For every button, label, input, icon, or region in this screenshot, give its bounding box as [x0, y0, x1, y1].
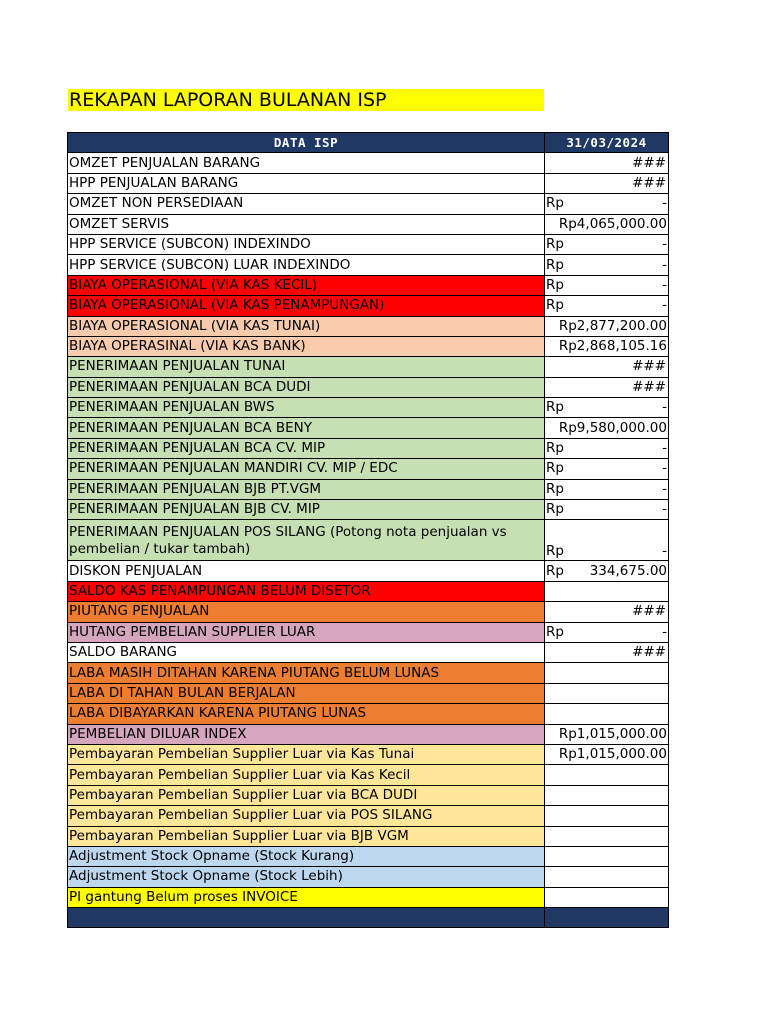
row-value-cell[interactable] [545, 724, 669, 744]
row-value-cell[interactable] [545, 296, 669, 316]
overflow-value: ### [632, 603, 666, 620]
table-row [68, 765, 669, 785]
currency-prefix: Rp [546, 480, 564, 497]
currency-prefix: Rp [546, 256, 564, 273]
table-row [68, 214, 669, 234]
row-value-cell[interactable] [545, 418, 669, 438]
currency-prefix: Rp [546, 460, 564, 477]
table-row [68, 561, 669, 581]
row-label-cell[interactable]: PENERIMAAN PENJUALAN BCA CV. MIP [68, 438, 545, 458]
table-row [68, 785, 669, 805]
overflow-value: ### [632, 358, 666, 375]
table-row [68, 663, 669, 683]
amount-value: - [662, 297, 667, 314]
overflow-value: ### [632, 378, 666, 395]
footer-cell-left[interactable] [68, 908, 545, 928]
row-label-cell[interactable]: PENERIMAAN PENJUALAN BCA BENY [68, 418, 545, 438]
row-label-cell[interactable]: SALDO KAS PENAMPUNGAN BELUM DISETOR [68, 581, 545, 601]
table-row [68, 316, 669, 336]
row-value-cell[interactable] [545, 398, 669, 418]
row-label-cell[interactable]: DISKON PENJUALAN [68, 561, 545, 581]
row-label-cell[interactable]: PENERIMAAN PENJUALAN POS SILANG (Potong nota penjualan vs pembelian / tukar tambah) [68, 520, 545, 561]
table-row [68, 459, 669, 479]
footer-cell-right[interactable] [545, 908, 669, 928]
amount-value: - [662, 501, 667, 518]
table-row [68, 173, 669, 193]
row-value-cell[interactable] [545, 275, 669, 295]
row-value-cell[interactable] [545, 806, 669, 826]
row-label-cell[interactable]: HPP SERVICE (SUBCON) LUAR INDEXINDO [68, 255, 545, 275]
currency-prefix: Rp [546, 399, 564, 416]
row-label-cell[interactable]: BIAYA OPERASINAL (VIA KAS BANK) [68, 336, 545, 356]
header-label-cell[interactable]: DATA ISP [68, 133, 545, 153]
table-row [68, 438, 669, 458]
row-label-cell[interactable]: LABA MASIH DITAHAN KARENA PIUTANG BELUM LUNAS [68, 663, 545, 683]
row-value-cell[interactable] [545, 887, 669, 907]
row-label-cell[interactable]: Adjustment Stock Opname (Stock Lebih) [68, 867, 545, 887]
row-label-cell[interactable]: PIUTANG PENJUALAN [68, 602, 545, 622]
table-row [68, 806, 669, 826]
row-value-cell[interactable] [545, 642, 669, 662]
row-value-cell[interactable] [545, 561, 669, 581]
table-row [68, 479, 669, 499]
table-row [68, 744, 669, 764]
row-value-cell[interactable] [545, 234, 669, 254]
row-label-cell[interactable]: PI gantung Belum proses INVOICE [68, 887, 545, 907]
row-value-cell[interactable] [545, 357, 669, 377]
amount-value: - [662, 195, 667, 212]
table-row [68, 194, 669, 214]
currency-prefix: Rp [546, 501, 564, 518]
currency-prefix: Rp [546, 195, 564, 212]
report-title: REKAPAN LAPORAN BULANAN ISP [68, 89, 544, 111]
header-row [68, 133, 669, 153]
table-row [68, 520, 669, 561]
currency-prefix: Rp [546, 276, 564, 293]
table-row [68, 704, 669, 724]
table-row [68, 683, 669, 703]
amount-value: - [662, 440, 667, 457]
table-row [68, 296, 669, 316]
currency-prefix: Rp [546, 562, 564, 579]
row-label-cell[interactable]: PENERIMAAN PENJUALAN MANDIRI CV. MIP / EDC [68, 459, 545, 479]
row-label-cell[interactable]: HPP PENJUALAN BARANG [68, 173, 545, 193]
amount-value: - [662, 399, 667, 416]
row-label-cell[interactable]: BIAYA OPERASIONAL (VIA KAS KECIL) [68, 275, 545, 295]
table-row [68, 275, 669, 295]
currency-prefix: Rp [546, 236, 564, 253]
amount-value: - [662, 236, 667, 253]
table-row [68, 377, 669, 397]
row-value-cell[interactable] [545, 826, 669, 846]
table-row [68, 887, 669, 907]
table-row [68, 622, 669, 642]
report-rows [68, 153, 669, 908]
row-value-cell[interactable] [545, 173, 669, 193]
row-label-cell[interactable]: Pembayaran Pembelian Supplier Luar via BJB VGM [68, 826, 545, 846]
table-row [68, 642, 669, 662]
row-label-cell[interactable]: PENERIMAAN PENJUALAN TUNAI [68, 357, 545, 377]
row-label-cell[interactable]: OMZET NON PERSEDIAAN [68, 194, 545, 214]
row-label-cell[interactable]: BIAYA OPERASIONAL (VIA KAS PENAMPUNGAN) [68, 296, 545, 316]
row-value-cell[interactable] [545, 785, 669, 805]
amount-value: - [662, 276, 667, 293]
row-value-cell[interactable] [545, 316, 669, 336]
currency-prefix: Rp [546, 297, 564, 314]
table-row [68, 846, 669, 866]
table-row [68, 153, 669, 173]
row-value-cell[interactable] [545, 683, 669, 703]
row-value-cell[interactable] [545, 459, 669, 479]
table-row [68, 826, 669, 846]
currency-prefix: Rp [546, 623, 564, 640]
row-label-cell[interactable]: SALDO BARANG [68, 642, 545, 662]
amount-value: - [662, 460, 667, 477]
row-value-cell[interactable] [545, 500, 669, 520]
row-value-cell[interactable] [545, 744, 669, 764]
amount-value: Rp9,580,000.00 [558, 419, 667, 436]
row-label-cell[interactable]: PENERIMAAN PENJUALAN BCA DUDI [68, 377, 545, 397]
row-label-cell[interactable]: Pembayaran Pembelian Supplier Luar via Kas Tunai [68, 744, 545, 764]
currency-prefix: Rp [546, 543, 564, 560]
row-label-cell[interactable]: HPP SERVICE (SUBCON) INDEXINDO [68, 234, 545, 254]
table-row [68, 234, 669, 254]
table-row [68, 398, 669, 418]
table-row [68, 602, 669, 622]
row-label-cell[interactable]: LABA DI TAHAN BULAN BERJALAN [68, 683, 545, 703]
table-row [68, 255, 669, 275]
amount-value: - [662, 480, 667, 497]
row-value-cell[interactable] [545, 479, 669, 499]
header-date-cell[interactable]: 31/03/2024 [545, 133, 669, 153]
row-label-cell[interactable]: PENERIMAAN PENJUALAN BJB CV. MIP [68, 500, 545, 520]
row-label-cell[interactable]: OMZET SERVIS [68, 214, 545, 234]
row-value-cell[interactable] [545, 581, 669, 601]
row-value-cell[interactable] [545, 255, 669, 275]
amount-value: Rp1,015,000.00 [558, 725, 667, 742]
row-value-cell[interactable] [545, 867, 669, 887]
row-label-cell[interactable]: Pembayaran Pembelian Supplier Luar via BCA DUDI [68, 785, 545, 805]
table-row [68, 357, 669, 377]
row-label-cell[interactable]: PEMBELIAN DILUAR INDEX [68, 724, 545, 744]
report-table [67, 132, 669, 928]
amount-value: Rp2,868,105.16 [558, 338, 667, 355]
table-row [68, 500, 669, 520]
table-row [68, 418, 669, 438]
row-label-cell[interactable]: OMZET PENJUALAN BARANG [68, 153, 545, 173]
table-row [68, 724, 669, 744]
row-label-cell[interactable]: BIAYA OPERASIONAL (VIA KAS TUNAI) [68, 316, 545, 336]
row-label-cell[interactable]: Adjustment Stock Opname (Stock Kurang) [68, 846, 545, 866]
amount-value: Rp2,877,200.00 [558, 317, 667, 334]
table-row [68, 581, 669, 601]
row-value-cell[interactable] [545, 520, 669, 561]
row-value-cell[interactable] [545, 153, 669, 173]
row-label-cell[interactable]: PENERIMAAN PENJUALAN BJB PT.VGM [68, 479, 545, 499]
amount-value: Rp4,065,000.00 [558, 215, 667, 232]
row-value-cell[interactable] [545, 846, 669, 866]
currency-prefix: Rp [546, 440, 564, 457]
row-value-cell[interactable] [545, 194, 669, 214]
amount-value: - [662, 543, 667, 560]
row-value-cell[interactable] [545, 622, 669, 642]
row-label-cell[interactable]: PENERIMAAN PENJUALAN BWS [68, 398, 545, 418]
amount-value: - [662, 256, 667, 273]
row-value-cell[interactable] [545, 602, 669, 622]
row-value-cell[interactable] [545, 214, 669, 234]
footer-row [68, 908, 669, 928]
row-value-cell[interactable] [545, 377, 669, 397]
amount-value: Rp1,015,000.00 [558, 746, 667, 763]
row-value-cell[interactable] [545, 336, 669, 356]
amount-value: - [662, 623, 667, 640]
table-row [68, 867, 669, 887]
amount-value: 334,675.00 [589, 562, 667, 579]
overflow-value: ### [632, 644, 666, 661]
row-label-cell[interactable]: Pembayaran Pembelian Supplier Luar via POS SILANG [68, 806, 545, 826]
table-row [68, 336, 669, 356]
row-label-cell[interactable]: HUTANG PEMBELIAN SUPPLIER LUAR [68, 622, 545, 642]
row-label-cell[interactable]: LABA DIBAYARKAN KARENA PIUTANG LUNAS [68, 704, 545, 724]
overflow-value: ### [632, 154, 666, 171]
row-value-cell[interactable] [545, 704, 669, 724]
row-value-cell[interactable] [545, 765, 669, 785]
row-value-cell[interactable] [545, 663, 669, 683]
row-value-cell[interactable] [545, 438, 669, 458]
overflow-value: ### [632, 174, 666, 191]
row-label-cell[interactable]: Pembayaran Pembelian Supplier Luar via Kas Kecil [68, 765, 545, 785]
